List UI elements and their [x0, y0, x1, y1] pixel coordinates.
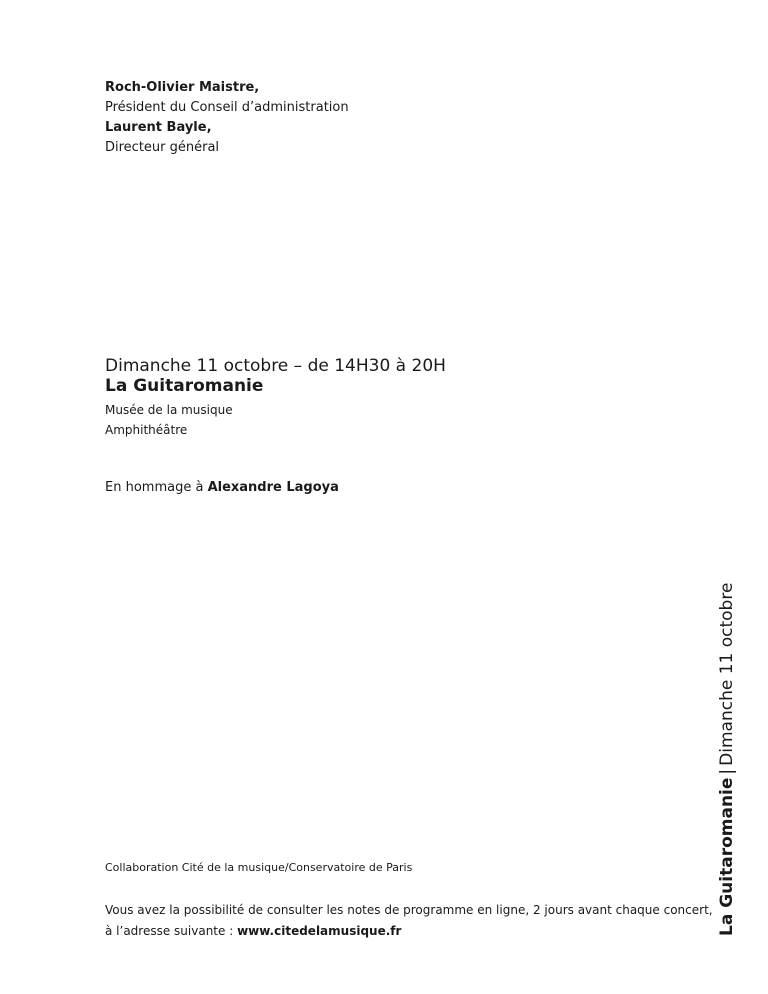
- side-running-title: [716, 583, 738, 936]
- online-notes-line2: [105, 921, 713, 942]
- side-title-name: La Guitaromanie: [717, 777, 737, 936]
- online-notes: [105, 900, 713, 942]
- director-role: Directeur général: [105, 140, 220, 155]
- website-link[interactable]: www.citedelamusique.fr: [237, 924, 402, 938]
- tribute-name: Alexandre Lagoya: [207, 480, 339, 495]
- tribute-line: [105, 478, 339, 498]
- event-date: Dimanche 11 octobre – de 14H30 à 20H: [105, 356, 446, 376]
- credits-block: [105, 78, 349, 158]
- president-role: Président du Conseil d’administration: [105, 100, 349, 115]
- president-name: Roch-Olivier Maistre,: [105, 80, 260, 95]
- side-title-separator: |: [717, 768, 737, 775]
- venue-block: [105, 400, 233, 440]
- event-room: Amphithéâtre: [105, 423, 188, 437]
- collaboration-note: Collaboration Cité de la musique/Conservatoire de Paris: [105, 861, 413, 874]
- online-notes-prefix: à l’adresse suivante :: [105, 924, 238, 938]
- tribute-prefix: En hommage à: [105, 480, 208, 495]
- event-title: La Guitaromanie: [105, 376, 264, 396]
- event-header: [105, 356, 446, 396]
- side-title-date: Dimanche 11 octobre: [717, 582, 737, 766]
- event-venue: Musée de la musique: [105, 403, 233, 417]
- online-notes-line1: Vous avez la possibilité de consulter les notes de programme en ligne, 2 jours avant chaque concert,: [105, 903, 713, 917]
- director-name: Laurent Bayle,: [105, 120, 212, 135]
